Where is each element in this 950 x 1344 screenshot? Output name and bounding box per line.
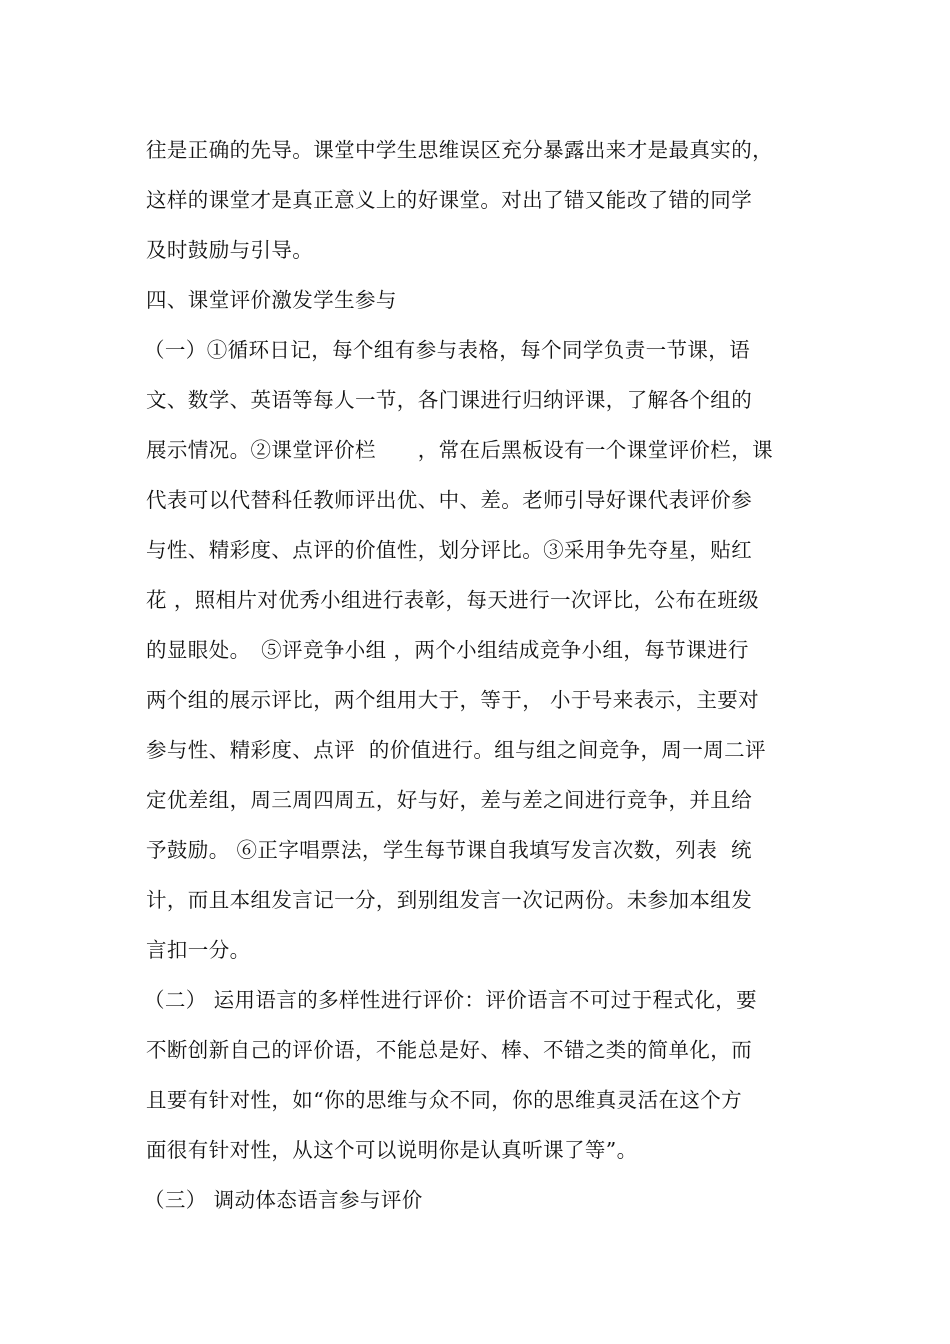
text-line-15: 予鼓励。 ⑥正字唱票法，学生每节课自我填写发言次数，列表 统 <box>146 838 752 862</box>
section-heading-4: 四、课堂评价激发学生参与 <box>146 288 397 312</box>
text-line-7: 展示情况。②课堂评价栏 ，常在后黑板设有一个课堂评价栏，课 <box>146 438 773 462</box>
text-line-20: 且要有针对性，如“你的思维与众不同，你的思维真灵活在这个方 <box>146 1088 743 1112</box>
text-line-5: （一）①循环日记，每个组有参与表格，每个同学负责一节课，语 <box>144 338 751 362</box>
text-line-18: （二） 运用语言的多样性进行评价：评价语言不可过于程式化，要 <box>144 988 758 1012</box>
subsection-heading-3: （三） 调动体态语言参与评价 <box>144 1188 423 1212</box>
text-line-3: 及时鼓励与引导。 <box>146 238 314 262</box>
text-line-21: 面很有针对性，从这个可以说明你是认真听课了等”。 <box>146 1138 638 1162</box>
text-line-13: 参与性、精彩度、点评 的价值进行。组与组之间竞争，周一周二评 <box>146 738 766 762</box>
body-text <box>146 125 816 1225</box>
text-line-8: 代表可以代替科任教师评出优、中、差。老师引导好课代表评价参 <box>146 488 753 512</box>
text-line-19: 不断创新自己的评价语，不能总是好、棒、不错之类的简单化，而 <box>146 1038 753 1062</box>
text-line-16: 计，而且本组发言记一分，到别组发言一次记两份。未参加本组发 <box>146 888 753 912</box>
text-line-11: 的显眼处。 ⑤评竞争小组 ，两个小组结成竞争小组，每节课进行 <box>146 638 749 662</box>
text-line-6: 文、数学、英语等每人一节，各门课进行归纳评课，了解各个组的 <box>146 388 753 412</box>
text-line-17: 言扣一分。 <box>146 938 251 962</box>
text-line-12: 两个组的展示评比，两个组用大于，等于， 小于号来表示，主要对 <box>146 688 760 712</box>
text-line-2: 这样的课堂才是真正意义上的好课堂。对出了错又能改了错的同学 <box>146 188 753 212</box>
text-line-1: 往是正确的先导。课堂中学生思维误区充分暴露出来才是最真实的， <box>146 138 773 162</box>
text-line-14: 定优差组，周三周四周五，好与好，差与差之间进行竞争，并且给 <box>146 788 753 812</box>
text-line-10: 花 ，照相片对优秀小组进行表彰，每天进行一次评比，公布在班级 <box>146 588 760 612</box>
text-line-9: 与性、精彩度、点评的价值性，划分评比。③采用争先夺星，贴红 <box>146 538 753 562</box>
